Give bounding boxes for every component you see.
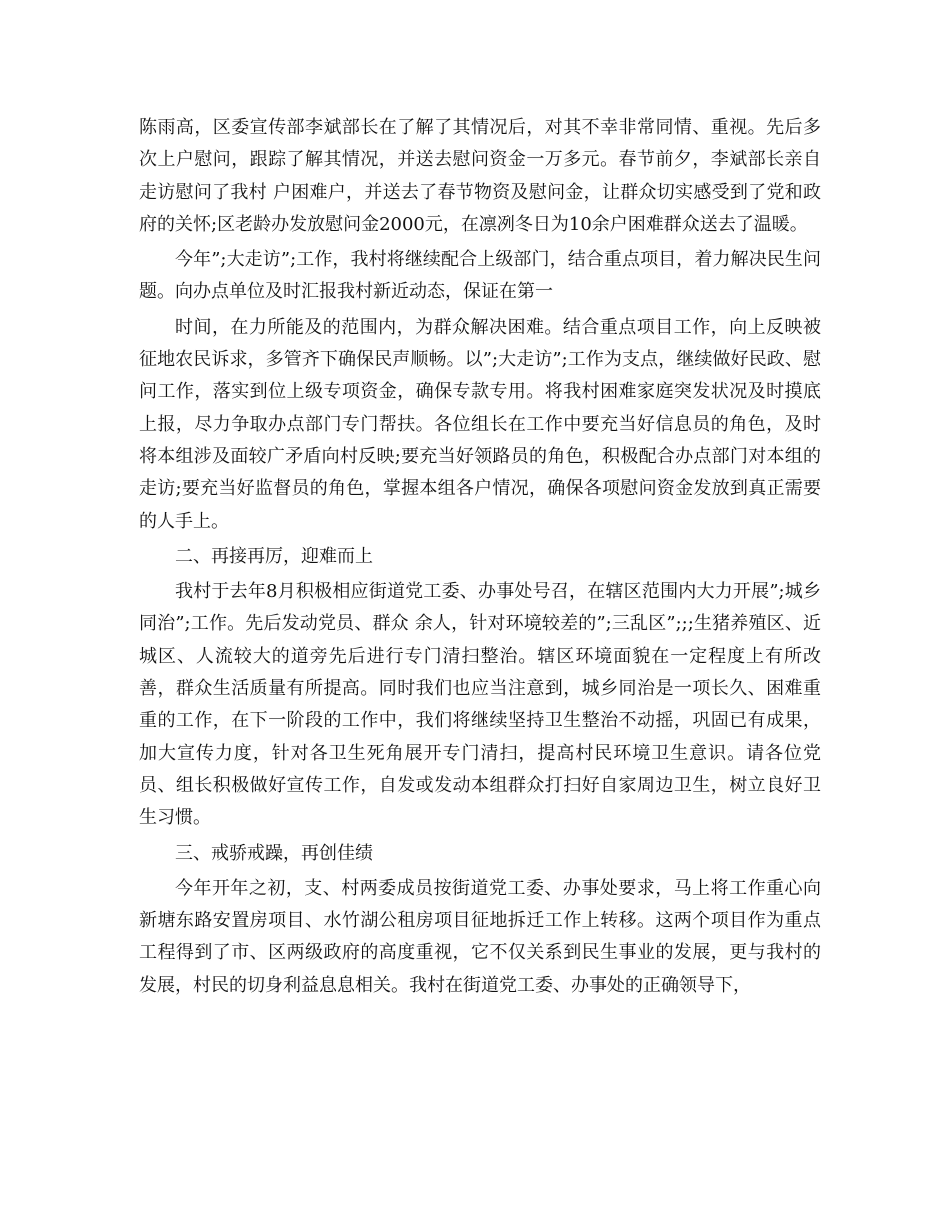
document-body <box>139 112 821 1005</box>
section-heading-2: 二、再接再厉，迎难而上 <box>175 545 373 567</box>
paragraph-2: 今年”;大走访”;工作，我村将继续配合上级部门，结合重点项目，着力解决民生问题。向办点单位及时汇报我村新近动态，保证在第一 <box>139 249 821 303</box>
paragraph-4: 我村于去年8月积极相应街道党工委、办事处号召，在辖区范围内大力开展”;城乡同治”;工作。先后发动党员、群众 余人，针对环境较差的”;三乱区”;;;生猪养殖区、近城区、人流较大的道旁先后进行专门清扫整治。辖区环境面貌在一定程度上有所改善，群众生活质量有所提高。同时我们也应当注意到，城乡同治是一项长久、困难重重的工作，在下一阶段的工作中，我们将继续坚持卫生整治不动摇，巩固已有成果，加大宣传力度，针对各卫生死角展开专门清扫，提高村民环境卫生意识。请各位党员、组长积极做好宣传工作，自发或发动本组群众打扫好自家周边卫生，树立良好卫生习惯。 <box>139 581 821 829</box>
section-heading-3: 三、戒骄戒躁，再创佳绩 <box>175 842 373 864</box>
paragraph-5: 今年开年之初，支、村两委成员按街道党工委、办事处要求，马上将工作重心向新塘东路安置房项目、水竹湖公租房项目征地拆迁工作上转移。这两个项目作为重点工程得到了市、区两级政府的高度重视，它不仅关系到民生事业的发展，更与我村的发展，村民的切身利益息息相关。我村在街道党工委、办事处的正确领导下， <box>139 877 821 996</box>
paragraph-3: 时间，在力所能及的范围内，为群众解决困难。结合重点项目工作，向上反映被征地农民诉求，多管齐下确保民声顺畅。以”;大走访”;工作为支点，继续做好民政、慰问工作，落实到位上级专项资金，确保专款专用。将我村困难家庭突发状况及时摸底上报，尽力争取办点部门专门帮扶。各位组长在工作中要充当好信息员的角色，及时将本组涉及面较广矛盾向村反映;要充当好领路员的角色，积极配合办点部门对本组的走访;要充当好监督员的角色，掌握本组各户情况，确保各项慰问资金发放到真正需要的人手上。 <box>139 316 821 532</box>
paragraph-1: 陈雨高，区委宣传部李斌部长在了解了其情况后，对其不幸非常同情、重视。先后多次上户慰问，跟踪了解其情况，并送去慰问资金一万多元。春节前夕，李斌部长亲自走访慰问了我村 户困难户，并送去了春节物资及慰问金，让群众切实感受到了党和政府的关怀;区老龄办发放慰问金2000元，在凛冽冬日为10余户困难群众送去了温暖。 <box>139 117 821 235</box>
